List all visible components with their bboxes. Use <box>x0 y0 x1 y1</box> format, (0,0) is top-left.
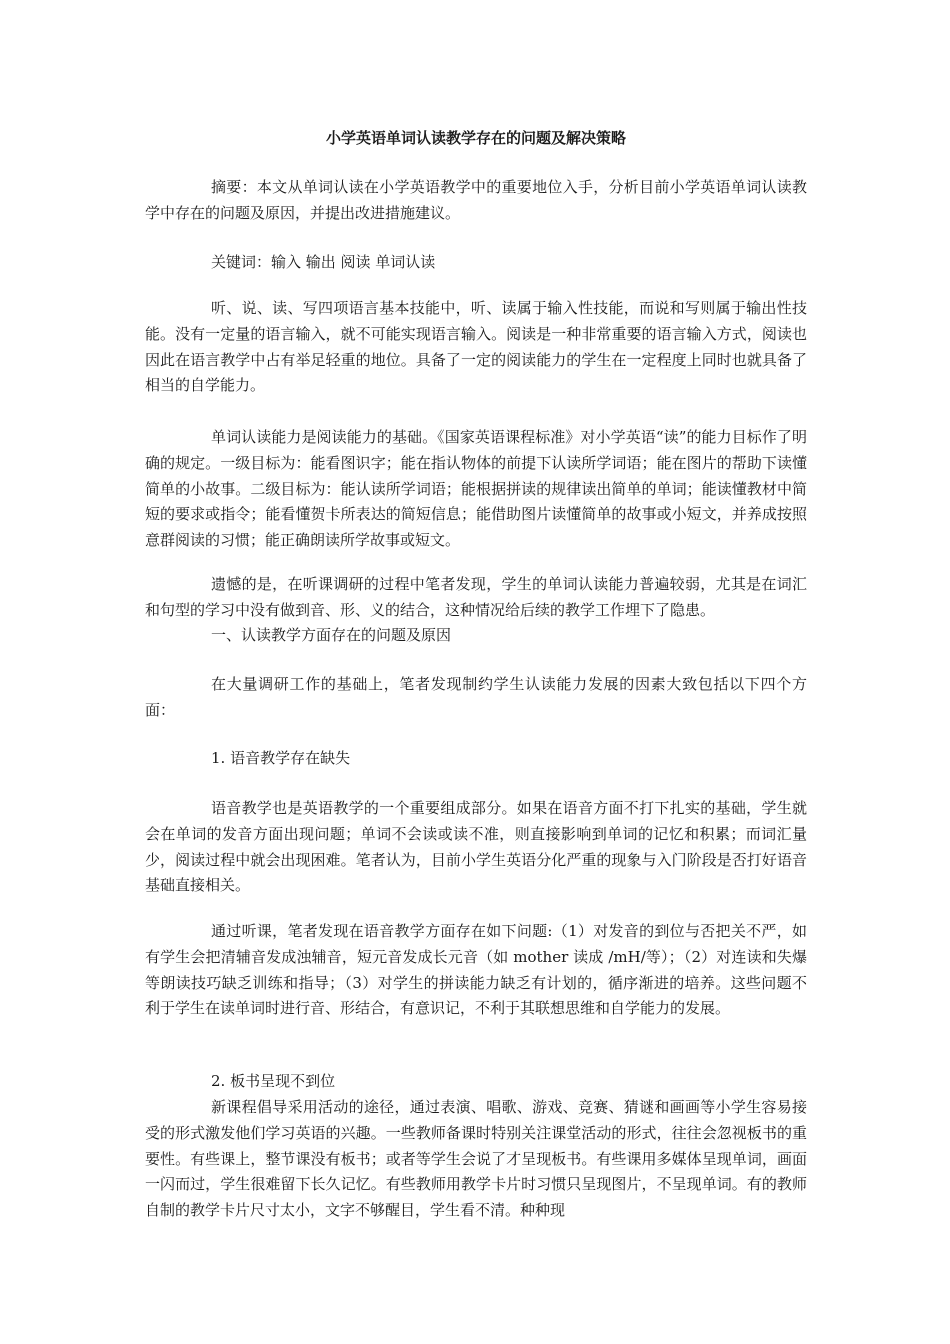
document-title: 小学英语单词认读教学存在的问题及解决策略 <box>325 129 626 147</box>
body-paragraph: 语音教学也是英语教学的一个重要组成部分。如果在语音方面不打下扎实的基础，学生就会在单词的发音方面出现问题；单词不会读或读不准，则直接影响到单词的记忆和积累；而词汇量少，阅读过程中就会出现困难。笔者认为，目前小学生英语分化严重的现象与入门阶段是否打好语音基础直接相关。 <box>145 799 807 895</box>
keywords-paragraph: 关键词：输入 输出 阅读 单词认读 <box>211 253 436 271</box>
body-paragraph: 单词认读能力是阅读能力的基础。《国家英语课程标准》对小学英语“读”的能力目标作了明确的规定。一级目标为：能看图识字；能在指认物体的前提下认读所学词语；能在图片的帮助下读懂简单的小故事。二级目标为：能认读所学词语；能根据拼读的规律读出简单的单词；能读懂教材中简短的要求或指令；能看懂贺卡所表达的简短信息；能借助图片读懂简单的故事或小短文，并养成按照意群阅读的习惯；能正确朗读所学故事或短文。 <box>145 428 807 550</box>
body-paragraph: 在大量调研工作的基础上，笔者发现制约学生认读能力发展的因素大致包括以下四个方面： <box>145 675 807 719</box>
abstract-paragraph: 摘要：本文从单词认读在小学英语教学中的重要地位入手，分析目前小学英语单词认读教学中存在的问题及原因，并提出改进措施建议。 <box>145 178 807 222</box>
subsection-heading: 1. 语音教学存在缺失 <box>211 749 351 767</box>
subsection-heading: 2. 板书呈现不到位 <box>211 1072 336 1090</box>
body-paragraph: 遗憾的是，在听课调研的过程中笔者发现，学生的单词认读能力普遍较弱，尤其是在词汇和句型的学习中没有做到音、形、义的结合，这种情况给后续的教学工作埋下了隐患。 <box>145 575 807 619</box>
body-paragraph: 新课程倡导采用活动的途径，通过表演、唱歌、游戏、竞赛、猜谜和画画等小学生容易接受的形式激发他们学习英语的兴趣。一些教师备课时特别关注课堂活动的形式，往往会忽视板书的重要性。有些课上，整节课没有板书；或者等学生会说了才呈现板书。有些课用多媒体呈现单词，画面一闪而过，学生很难留下长久记忆。有些教师用教学卡片时习惯只呈现图片，不呈现单词。有的教师自制的教学卡片尺寸太小，文字不够醒目，学生看不清。种种现 <box>145 1098 807 1220</box>
body-paragraph: 通过听课，笔者发现在语音教学方面存在如下问题:（1）对发音的到位与否把关不严，如有学生会把清辅音发成浊辅音，短元音发成长元音（如 mother 读成 /mH/等）；（2）对连读和失爆等朗读技巧缺乏训练和指导；（3）对学生的拼读能力缺乏有计划的，循序渐进的培养。这些问题不利于学生在读单词时进行音、形结合，有意识记，不利于其联想思维和自学能力的发展。 <box>145 922 807 1018</box>
body-paragraph: 听、说、读、写四项语言基本技能中，听、读属于输入性技能，而说和写则属于输出性技能。没有一定量的语言输入，就不可能实现语言输入。阅读是一种非常重要的语言输入方式，阅读也因此在语言教学中占有举足轻重的地位。具备了一定的阅读能力的学生在一定程度上同时也就具备了相当的自学能力。 <box>145 299 807 395</box>
section-heading: 一、认读教学方面存在的问题及原因 <box>211 626 452 644</box>
